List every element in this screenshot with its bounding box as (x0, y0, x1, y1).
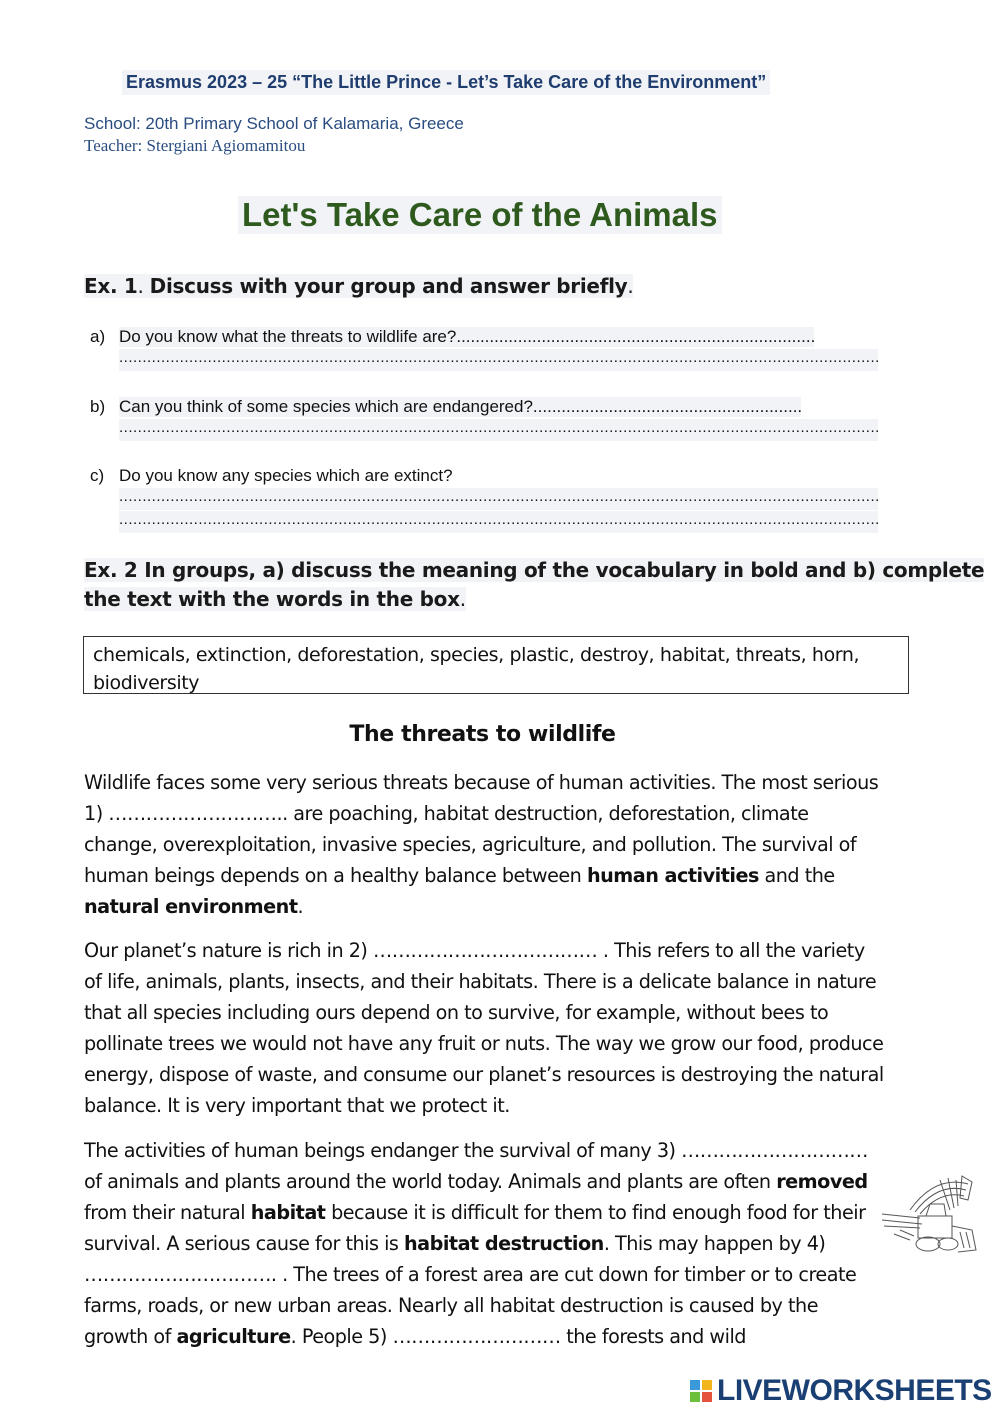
question-a-letter: a) (90, 327, 106, 346)
ex1-label: Ex. 1 (84, 274, 138, 298)
liveworksheets-watermark: LIVEWORKSHEETS (690, 1374, 992, 1408)
question-b-letter: b) (90, 397, 106, 416)
section-title: The threats to wildlife (349, 722, 616, 747)
school-line: School: 20th Primary School of Kalamaria, Greece (84, 114, 464, 133)
paragraph-2: Our planet’s nature is rich in 2) ……………………………… . This refers to all the variety of life, animals, plants, insects, and their habitats. There is a delicate balance in nature that all species including ours depend on to survive, for example, without bees to pollinate trees we would not have any fruit or nuts. The way we grow our food, produce energy, dispose of waste, and consume our planet’s resources is destroying the natural balance. It is very important that we protect it. (84, 939, 884, 1117)
liveworksheets-logo-icon (690, 1378, 714, 1404)
ex1-instruction: Discuss with your group and answer briefly (149, 274, 628, 298)
ex2-heading-line1: Ex. 2 In groups, a) discuss the meaning of the vocabulary in bold and b) complete (84, 558, 985, 582)
teacher-line: Teacher: Stergiani Agiomamitou (84, 136, 306, 155)
answer-line-a[interactable] (119, 349, 878, 371)
paragraph-1: Wildlife faces some very serious threats because of human activities. The most serious 1) ……………………….. are poaching, habitat destruction, deforestation, climate change, overexploitation, invasive species, agriculture, and pollution. The survival of human beings depends on a healthy balance between human activities and the natural environment. (84, 771, 879, 918)
answer-line-c1[interactable] (119, 488, 878, 510)
project-title: Erasmus 2023 – 25 “The Little Prince - Let’s Take Care of the Environment” (122, 70, 770, 95)
paragraph-3: The activities of human beings endanger the survival of many 3) ………………………… of animals and plants around the world today. Animals and plants are often removed from their natural habitat because it is difficult for them to find enough food for their survival. A serious cause for this is habitat destruction. This may happen by 4) …………………………. . The trees of a forest area are cut down for timber or to create farms, roads, or new urban areas. Nearly all habitat destruction is caused by the growth of agriculture. People 5) ……………………… the forests and wild (84, 1139, 868, 1348)
question-c-letter: c) (90, 466, 105, 485)
ex1-heading: Ex. 1. Discuss with your group and answer briefly. (84, 274, 634, 298)
page-title: Let's Take Care of the Animals (238, 196, 722, 234)
question-b-text: Can you think of some species which are endangered?..... (119, 397, 801, 417)
word-box: chemicals, extinction, deforestation, species, plastic, destroy, habitat, threats, horn, biodiversity (83, 636, 909, 694)
answer-line-c2[interactable] (119, 511, 878, 533)
ex2-heading-line2: the text with the words in the box. (84, 587, 466, 611)
bulldozer-icon (880, 1170, 980, 1262)
question-c-text: Do you know any species which are extinct? (119, 466, 453, 485)
question-a-text: Do you know what the threats to wildlife are?..... (119, 327, 814, 347)
answer-line-b[interactable] (119, 419, 878, 441)
